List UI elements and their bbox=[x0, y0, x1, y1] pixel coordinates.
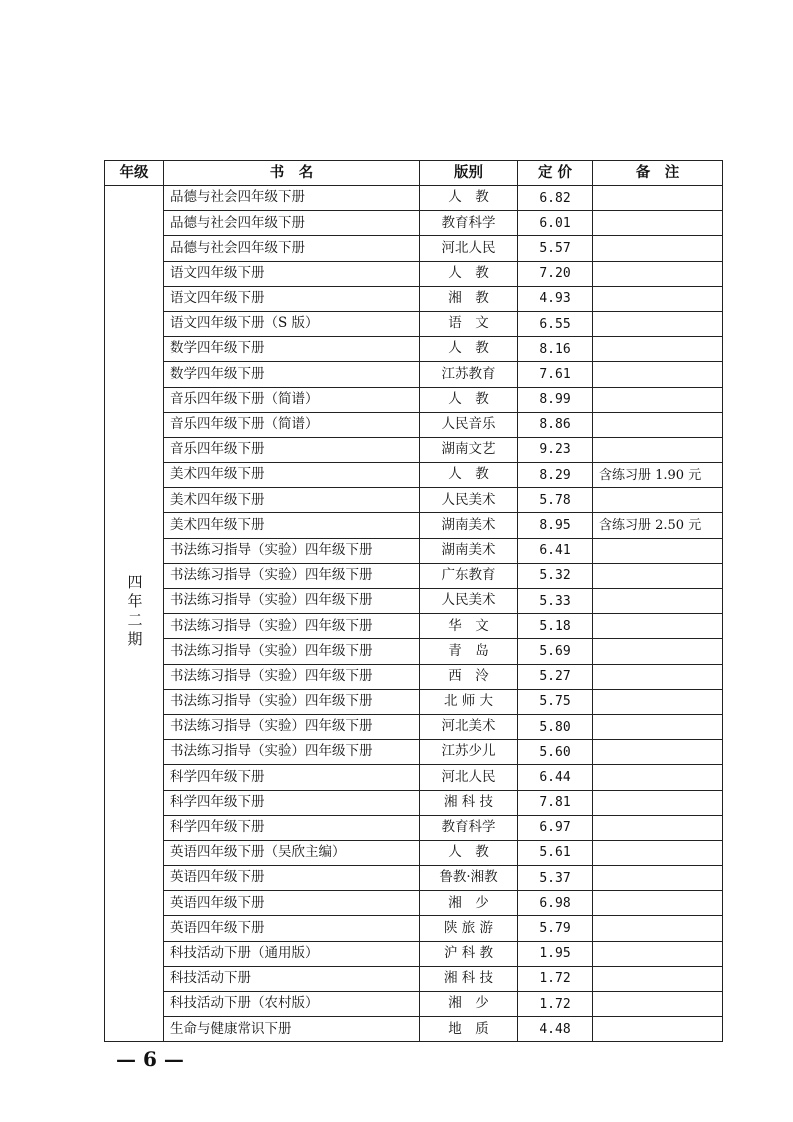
publisher-cell: 陕 旅 游 bbox=[420, 916, 518, 941]
table-row bbox=[105, 815, 723, 840]
table-row bbox=[105, 866, 723, 891]
table-row bbox=[105, 714, 723, 739]
publisher-cell: 湘 科 技 bbox=[420, 790, 518, 815]
table-row bbox=[105, 538, 723, 563]
table-row bbox=[105, 387, 723, 412]
price-cell: 5.78 bbox=[518, 488, 593, 513]
book-name-cell: 语文四年级下册 bbox=[164, 286, 420, 311]
price-cell: 5.27 bbox=[518, 664, 593, 689]
price-cell: 6.97 bbox=[518, 815, 593, 840]
table-row bbox=[105, 412, 723, 437]
price-cell: 8.29 bbox=[518, 463, 593, 488]
table-row bbox=[105, 941, 723, 966]
table-row bbox=[105, 639, 723, 664]
note-cell bbox=[593, 966, 723, 991]
table-row bbox=[105, 689, 723, 714]
page-number: — 6 — bbox=[116, 1047, 184, 1071]
publisher-cell: 北 师 大 bbox=[420, 689, 518, 714]
note-cell bbox=[593, 412, 723, 437]
table-row bbox=[105, 337, 723, 362]
price-cell: 7.81 bbox=[518, 790, 593, 815]
price-cell: 6.01 bbox=[518, 211, 593, 236]
note-cell bbox=[593, 689, 723, 714]
publisher-cell: 湖南美术 bbox=[420, 513, 518, 538]
table-row bbox=[105, 186, 723, 211]
publisher-cell: 湘 少 bbox=[420, 891, 518, 916]
book-name-cell: 书法练习指导（实验）四年级下册 bbox=[164, 589, 420, 614]
table-row bbox=[105, 211, 723, 236]
note-cell bbox=[593, 992, 723, 1017]
note-cell bbox=[593, 740, 723, 765]
table-row bbox=[105, 992, 723, 1017]
publisher-cell: 沪 科 教 bbox=[420, 941, 518, 966]
book-name-cell: 科技活动下册（通用版） bbox=[164, 941, 420, 966]
price-cell: 5.61 bbox=[518, 840, 593, 865]
book-name-cell: 语文四年级下册（S 版） bbox=[164, 311, 420, 336]
note-cell bbox=[593, 311, 723, 336]
price-cell: 5.75 bbox=[518, 689, 593, 714]
book-name-cell: 英语四年级下册 bbox=[164, 866, 420, 891]
book-name-cell: 书法练习指导（实验）四年级下册 bbox=[164, 740, 420, 765]
publisher-cell: 湖南美术 bbox=[420, 538, 518, 563]
book-name-cell: 数学四年级下册 bbox=[164, 337, 420, 362]
header-price: 定 价 bbox=[518, 161, 593, 186]
price-cell: 1.72 bbox=[518, 992, 593, 1017]
table-row bbox=[105, 740, 723, 765]
note-cell bbox=[593, 261, 723, 286]
publisher-cell: 河北人民 bbox=[420, 236, 518, 261]
price-cell: 5.18 bbox=[518, 614, 593, 639]
note-cell bbox=[593, 815, 723, 840]
note-cell bbox=[593, 236, 723, 261]
table-body bbox=[105, 186, 723, 1042]
publisher-cell: 人民美术 bbox=[420, 488, 518, 513]
note-cell bbox=[593, 866, 723, 891]
note-cell bbox=[593, 538, 723, 563]
note-cell bbox=[593, 186, 723, 211]
price-cell: 9.23 bbox=[518, 437, 593, 462]
table-row bbox=[105, 311, 723, 336]
table-row bbox=[105, 513, 723, 538]
price-cell: 8.16 bbox=[518, 337, 593, 362]
note-cell bbox=[593, 714, 723, 739]
publisher-cell: 西 泠 bbox=[420, 664, 518, 689]
table-row bbox=[105, 362, 723, 387]
book-name-cell: 品德与社会四年级下册 bbox=[164, 211, 420, 236]
book-name-cell: 书法练习指导（实验）四年级下册 bbox=[164, 639, 420, 664]
book-name-cell: 品德与社会四年级下册 bbox=[164, 236, 420, 261]
publisher-cell: 人 教 bbox=[420, 387, 518, 412]
publisher-cell: 江苏少儿 bbox=[420, 740, 518, 765]
price-cell: 5.69 bbox=[518, 639, 593, 664]
price-cell: 8.95 bbox=[518, 513, 593, 538]
book-name-cell: 书法练习指导（实验）四年级下册 bbox=[164, 538, 420, 563]
publisher-cell: 人民美术 bbox=[420, 589, 518, 614]
header-book-name: 书 名 bbox=[164, 161, 420, 186]
table-row bbox=[105, 840, 723, 865]
header-publisher: 版别 bbox=[420, 161, 518, 186]
book-name-cell: 书法练习指导（实验）四年级下册 bbox=[164, 689, 420, 714]
note-cell bbox=[593, 286, 723, 311]
publisher-cell: 湘 少 bbox=[420, 992, 518, 1017]
publisher-cell: 江苏教育 bbox=[420, 362, 518, 387]
book-name-cell: 语文四年级下册 bbox=[164, 261, 420, 286]
note-cell bbox=[593, 1017, 723, 1042]
textbook-price-table-container bbox=[104, 160, 722, 1042]
publisher-cell: 教育科学 bbox=[420, 815, 518, 840]
note-cell bbox=[593, 589, 723, 614]
header-note: 备 注 bbox=[593, 161, 723, 186]
table-row bbox=[105, 790, 723, 815]
price-cell: 7.61 bbox=[518, 362, 593, 387]
publisher-cell: 湖南文艺 bbox=[420, 437, 518, 462]
book-name-cell: 书法练习指导（实验）四年级下册 bbox=[164, 614, 420, 639]
table-row bbox=[105, 488, 723, 513]
table-row bbox=[105, 589, 723, 614]
publisher-cell: 河北美术 bbox=[420, 714, 518, 739]
publisher-cell: 河北人民 bbox=[420, 765, 518, 790]
note-cell bbox=[593, 211, 723, 236]
table-row bbox=[105, 916, 723, 941]
price-cell: 5.80 bbox=[518, 714, 593, 739]
price-cell: 1.95 bbox=[518, 941, 593, 966]
textbook-price-table bbox=[104, 160, 723, 1042]
book-name-cell: 科学四年级下册 bbox=[164, 765, 420, 790]
price-cell: 6.82 bbox=[518, 186, 593, 211]
note-cell bbox=[593, 664, 723, 689]
price-cell: 1.72 bbox=[518, 966, 593, 991]
note-cell bbox=[593, 488, 723, 513]
publisher-cell: 青 岛 bbox=[420, 639, 518, 664]
publisher-cell: 地 质 bbox=[420, 1017, 518, 1042]
publisher-cell: 人 教 bbox=[420, 337, 518, 362]
note-cell bbox=[593, 614, 723, 639]
book-name-cell: 英语四年级下册 bbox=[164, 916, 420, 941]
book-name-cell: 科学四年级下册 bbox=[164, 790, 420, 815]
publisher-cell: 人 教 bbox=[420, 186, 518, 211]
note-cell bbox=[593, 790, 723, 815]
table-row bbox=[105, 614, 723, 639]
publisher-cell: 语 文 bbox=[420, 311, 518, 336]
book-name-cell: 美术四年级下册 bbox=[164, 513, 420, 538]
price-cell: 6.41 bbox=[518, 538, 593, 563]
book-name-cell: 科学四年级下册 bbox=[164, 815, 420, 840]
publisher-cell: 人 教 bbox=[420, 840, 518, 865]
price-cell: 5.60 bbox=[518, 740, 593, 765]
book-name-cell: 书法练习指导（实验）四年级下册 bbox=[164, 563, 420, 588]
note-cell bbox=[593, 639, 723, 664]
note-cell bbox=[593, 941, 723, 966]
publisher-cell: 人 教 bbox=[420, 463, 518, 488]
note-cell bbox=[593, 437, 723, 462]
price-cell: 6.44 bbox=[518, 765, 593, 790]
table-row bbox=[105, 236, 723, 261]
price-cell: 8.86 bbox=[518, 412, 593, 437]
table-row bbox=[105, 664, 723, 689]
book-name-cell: 音乐四年级下册 bbox=[164, 437, 420, 462]
grade-cell bbox=[105, 186, 164, 1042]
publisher-cell: 人民音乐 bbox=[420, 412, 518, 437]
publisher-cell: 教育科学 bbox=[420, 211, 518, 236]
book-name-cell: 音乐四年级下册（简谱） bbox=[164, 387, 420, 412]
table-row bbox=[105, 1017, 723, 1042]
price-cell: 8.99 bbox=[518, 387, 593, 412]
book-name-cell: 生命与健康常识下册 bbox=[164, 1017, 420, 1042]
note-cell bbox=[593, 563, 723, 588]
note-cell bbox=[593, 891, 723, 916]
note-cell: 含练习册 2.50 元 bbox=[593, 513, 723, 538]
table-header-row bbox=[105, 161, 723, 186]
publisher-cell: 鲁教·湘教 bbox=[420, 866, 518, 891]
table-row bbox=[105, 463, 723, 488]
book-name-cell: 美术四年级下册 bbox=[164, 488, 420, 513]
publisher-cell: 湘 教 bbox=[420, 286, 518, 311]
book-name-cell: 科技活动下册 bbox=[164, 966, 420, 991]
price-cell: 5.33 bbox=[518, 589, 593, 614]
book-name-cell: 英语四年级下册（吴欣主编） bbox=[164, 840, 420, 865]
book-name-cell: 数学四年级下册 bbox=[164, 362, 420, 387]
note-cell bbox=[593, 387, 723, 412]
price-cell: 5.79 bbox=[518, 916, 593, 941]
publisher-cell: 人 教 bbox=[420, 261, 518, 286]
table-row bbox=[105, 966, 723, 991]
book-name-cell: 科技活动下册（农村版） bbox=[164, 992, 420, 1017]
note-cell bbox=[593, 337, 723, 362]
price-cell: 5.32 bbox=[518, 563, 593, 588]
price-cell: 7.20 bbox=[518, 261, 593, 286]
book-name-cell: 美术四年级下册 bbox=[164, 463, 420, 488]
book-name-cell: 音乐四年级下册（简谱） bbox=[164, 412, 420, 437]
price-cell: 6.55 bbox=[518, 311, 593, 336]
book-name-cell: 英语四年级下册 bbox=[164, 891, 420, 916]
note-cell bbox=[593, 765, 723, 790]
table-row bbox=[105, 261, 723, 286]
price-cell: 5.37 bbox=[518, 866, 593, 891]
publisher-cell: 广东教育 bbox=[420, 563, 518, 588]
price-cell: 4.48 bbox=[518, 1017, 593, 1042]
header-grade: 年级 bbox=[105, 161, 164, 186]
price-cell: 5.57 bbox=[518, 236, 593, 261]
publisher-cell: 华 文 bbox=[420, 614, 518, 639]
note-cell: 含练习册 1.90 元 bbox=[593, 463, 723, 488]
table-row bbox=[105, 563, 723, 588]
book-name-cell: 书法练习指导（实验）四年级下册 bbox=[164, 664, 420, 689]
book-name-cell: 书法练习指导（实验）四年级下册 bbox=[164, 714, 420, 739]
note-cell bbox=[593, 916, 723, 941]
book-name-cell: 品德与社会四年级下册 bbox=[164, 186, 420, 211]
table-row bbox=[105, 437, 723, 462]
grade-label: 四年二期 bbox=[125, 573, 144, 650]
price-cell: 6.98 bbox=[518, 891, 593, 916]
note-cell bbox=[593, 362, 723, 387]
table-row bbox=[105, 891, 723, 916]
table-row bbox=[105, 765, 723, 790]
price-cell: 4.93 bbox=[518, 286, 593, 311]
publisher-cell: 湘 科 技 bbox=[420, 966, 518, 991]
table-row bbox=[105, 286, 723, 311]
note-cell bbox=[593, 840, 723, 865]
